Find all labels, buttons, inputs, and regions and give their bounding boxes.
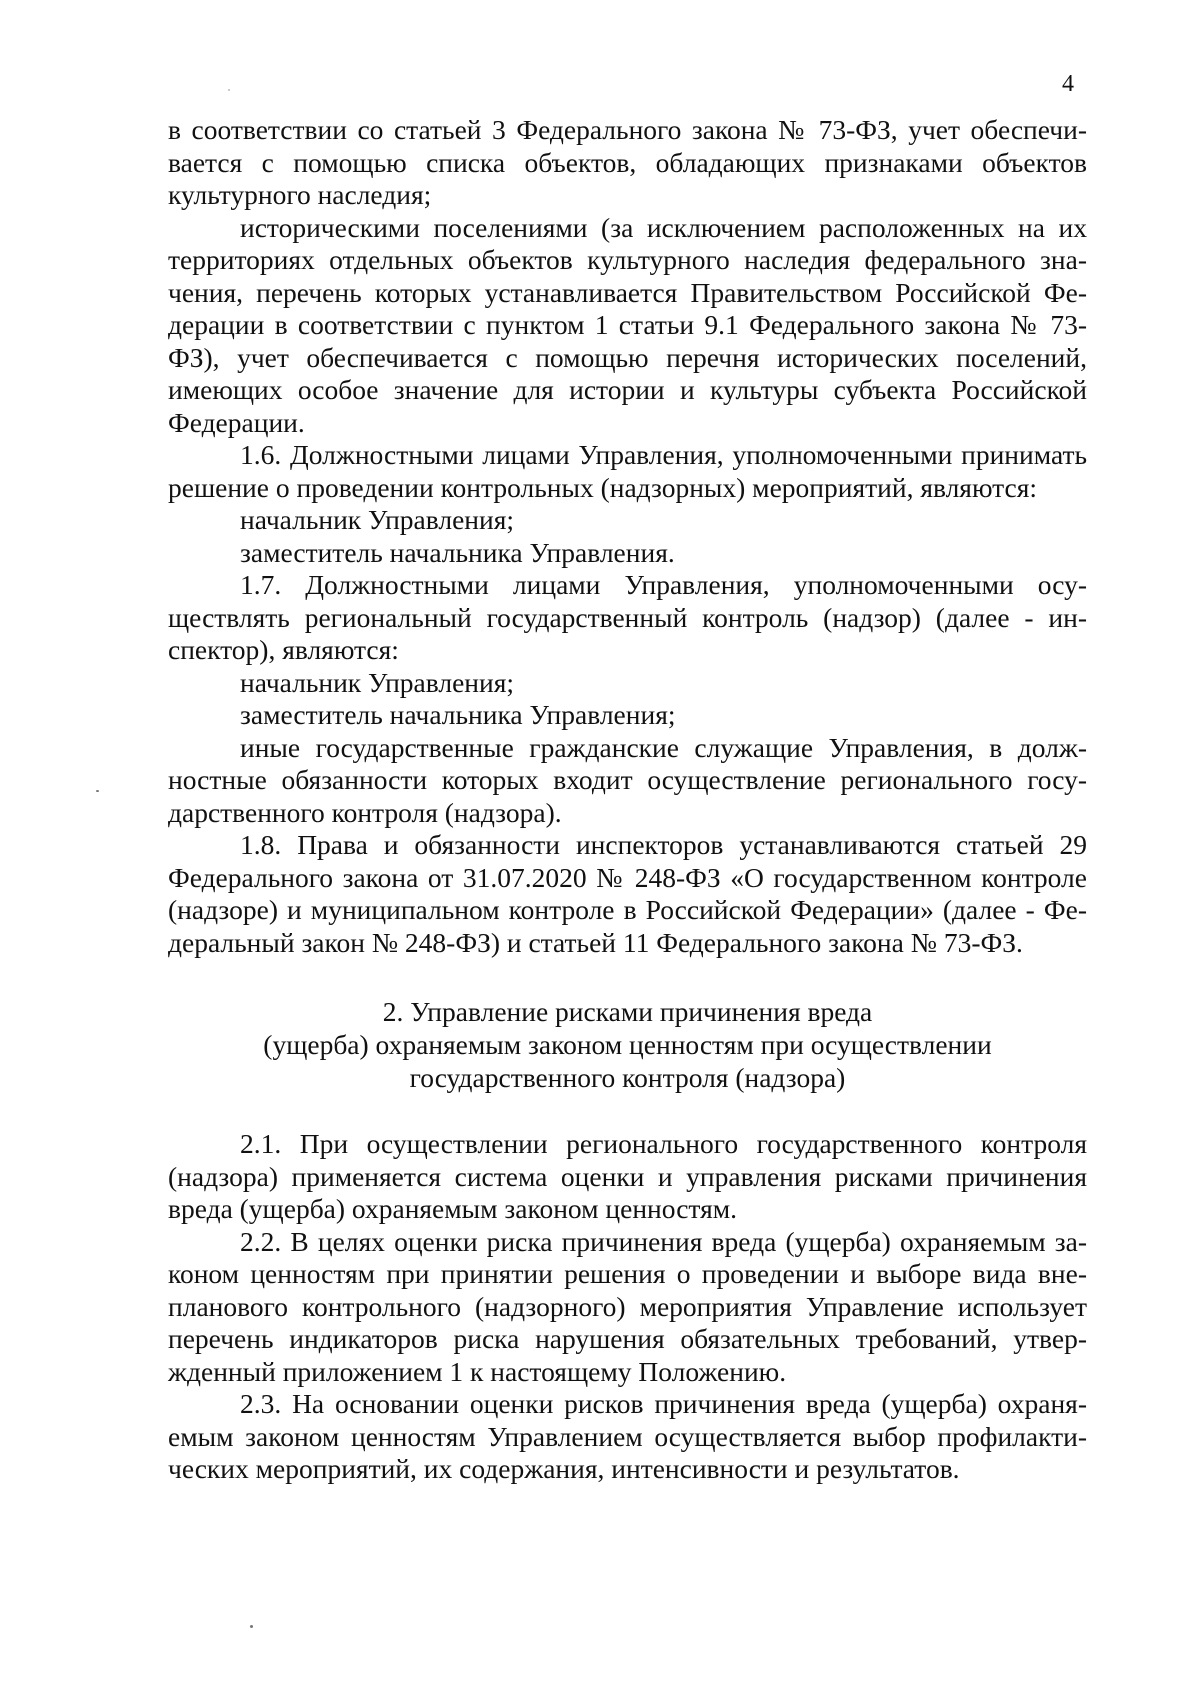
paragraph-1-6: 1.6. Должностными лицами Управления, уполномоченными принимать решение о проведении контрольных (надзорных) мероприятий, являются: [168,439,1087,503]
page-number: 4 [1062,71,1074,97]
scan-speck [250,1625,253,1628]
paragraph-1-7: 1.7. Должностными лицами Управления, уполномоченными осуществлять региональный государственный контроль (надзор) (далее - инспектор), являются: [168,569,1087,665]
paragraph-historical-settlements: историческими поселениями (за исключением расположенных на их территориях отдельных объектов культурного наследия федерального значения, перечень которых устанавливается Правительством Российской Федерации в соответствии с пунктом 1 статьи 9.1 Федерального закона № 73-ФЗ), учет обеспечивается с помощью перечня исторических поселений, имеющих особое значение для истории и культуры субъекта Российской Федерации. [168,211,1087,438]
paragraph-2-1: 2.1. При осуществлении регионального государственного контроля (надзора) применяется система оценки и управления рисками причинения вреда (ущерба) охраняемым законом ценностям. [168,1128,1087,1224]
paragraph-1-8: 1.8. Права и обязанности инспекторов устанавливаются статьей 29 Федерального закона от 31.07.2020 № 248-ФЗ «О государственном контроле (надзоре) и муниципальном контроле в Российской Федерации» (далее - Федеральный закон № 248-ФЗ) и статьей 11 Федерального закона № 73-ФЗ. [168,829,1087,958]
list-item-deputy-head: заместитель начальника Управления; [240,699,676,730]
list-item-head: начальник Управления; [240,666,515,698]
list-item-civil-servants: иные государственные гражданские служащие Управления, в должностные обязанности которых входит осуществление регионального государственного контроля (надзора). [168,731,1087,828]
section-heading-line: (ущерба) охраняемым законом ценностям при осуществлении [263,1029,992,1060]
section-2-heading [168,995,1087,1094]
scan-speck [96,790,99,792]
paragraph-cultural-heritage-list: в соответствии со статьей 3 Федерального закона № 73-ФЗ, учет обеспечивается с помощью списка объектов, обладающих признаками объектов культурного наследия; [168,114,1087,210]
list-item-deputy-head: заместитель начальника Управления. [240,536,675,568]
list-item-head: начальник Управления; [240,504,515,535]
section-heading-line: 2. Управление рисками причинения вреда [382,996,873,1027]
paragraph-2-3: 2.3. На основании оценки рисков причинения вреда (ущерба) охраняемым законом ценностям Управлением осуществляется выбор профилактических мероприятий, их содержания, интенсивности и результатов. [168,1388,1087,1484]
scan-speck [228,89,230,91]
section-heading-line: государственного контроля (надзора) [409,1062,846,1093]
paragraph-2-2: 2.2. В целях оценки риска причинения вреда (ущерба) охраняемым законом ценностям при принятии решения о проведении и выборе вида внепланового контрольного (надзорного) мероприятия Управление использует перечень индикаторов риска нарушения обязательных требований, утвержденный приложением 1 к настоящему Положению. [168,1225,1087,1387]
document-body [168,114,1087,1486]
